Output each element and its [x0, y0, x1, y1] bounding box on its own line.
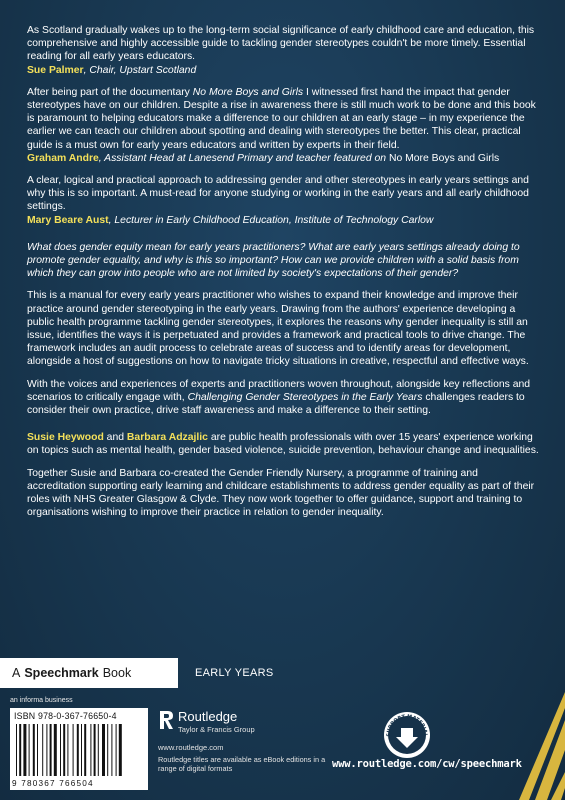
barcode-bars — [14, 724, 144, 776]
description-part: With the voices and experiences of experts and practitioners woven throughout, alongside key reflections and scenarios to critically engage with, — [27, 378, 531, 403]
badge-text: SUPPORT MATERIAL — [385, 713, 429, 737]
back-cover-text — [27, 24, 539, 529]
informa-tagline: an informa business — [10, 697, 73, 704]
review-2 — [27, 86, 539, 165]
documentary-title: No More Boys and Girls — [192, 86, 304, 98]
author-name-1: Susie Heywood — [27, 432, 104, 444]
review-role: , Assistant Head at Lanesend Primary and teacher featured on — [98, 152, 389, 164]
review-role: , Chair, Upstart Scotland — [83, 64, 197, 76]
isbn-text: ISBN 978-0-367-76650-4 — [14, 711, 117, 721]
barcode-digits: 9 780367 766504 — [12, 779, 94, 788]
authors-bio-text: are public health professionals with over 15 years' experience working on topics such as mental health, gender based violence, suicide prevention, behaviour change and inequalities. — [27, 432, 539, 457]
review-role-title: No More Boys and Girls — [388, 152, 500, 164]
authors-and: and — [103, 432, 127, 444]
review-quote: A clear, logical and practical approach to addressing gender and other stereotypes in early years settings and why this is so important. A must-read for anyone studying or working in the early years and all early childhood settings. — [27, 175, 529, 213]
review-author: Sue Palmer — [27, 64, 84, 76]
description-paragraph-1: This is a manual for every early years practitioner who wishes to expand their knowledge and improve their practice around gender stereotyping in the early years. Drawing from the authors' experience developing a public health programme tackling gender stereotypes, it explores the reasons why gender inequality is still an issue, identifies the ways it is perpetuated and provides a framework and practical tools to drive change. The framework includes an audit process to celebrate areas of success and to identify areas for development, alongside a host of suggestions on how to navigate tricky situations in creative, respectful and effective ways. — [27, 290, 529, 368]
companion-website-link[interactable]: www.routledge.com/cw/speechmark — [332, 758, 522, 770]
series-label: EARLY YEARS — [195, 667, 274, 679]
publisher-name: Routledge — [178, 709, 238, 724]
review-quote-part: After being part of the documentary — [27, 86, 193, 98]
ebook-note: Routledge titles are available as eBook editions in a range of digital formats — [158, 755, 326, 773]
review-author: Graham Andre — [27, 152, 99, 164]
routledge-logo-icon — [158, 710, 174, 730]
isbn-barcode — [10, 708, 148, 790]
brand-a: A — [12, 666, 21, 680]
review-1 — [27, 24, 539, 77]
review-author: Mary Beare Aust — [27, 214, 109, 226]
description-part: challenges readers to consider their own practice, drive staff awareness and make a difference to their setting. — [27, 391, 525, 417]
publisher-group: Taylor & Francis Group — [178, 725, 255, 734]
review-role: , Lecturer in Early Childhood Education, Institute of Technology Carlow — [108, 214, 434, 226]
support-material-badge-icon — [382, 710, 432, 760]
review-3 — [27, 174, 539, 227]
intro-questions: What does gender equity mean for early years practitioners? What are early years settings already doing to promote gender equality, and why is this so important? How can we provide children with a solid basis from which they can grow into people who are not limited by society's expectations of their gender? — [27, 241, 520, 280]
review-quote: As Scotland gradually wakes up to the long-term social significance of early childhood care and education, this comprehensive and highly accessible guide to tackling gender stereotypes couldn't be more timely. Essential reading for all early years educators. — [27, 25, 535, 63]
speechmark-brand — [0, 658, 178, 688]
book-title: Challenging Gender Stereotypes in the Early Years — [187, 391, 423, 403]
publisher-website: www.routledge.com — [158, 743, 224, 752]
authors-bio-2: Together Susie and Barbara co-created the Gender Friendly Nursery, a programme of training and accreditation supporting early learning and childcare establishments to address gender equality as part of their roles with NHS Greater Glasgow & Clyde. They now work together to offer guidance, support and training to organisations wishing to improve their practice in relation to gender inequality. — [27, 467, 535, 519]
author-name-2: Barbara Adzajlic — [126, 432, 208, 444]
brand-book: Book — [102, 666, 132, 680]
authors-bio — [27, 431, 539, 457]
description-paragraph-2 — [27, 378, 539, 418]
brand-speechmark: Speechmark — [24, 666, 99, 680]
decorative-stripes — [517, 690, 565, 800]
review-quote-part: I witnessed first hand the impact that gender stereotypes have on our children. Despite a rise in awareness there is still much work to be done and this book is paramount to helping educators make a difference to our children at an early stage – in my experience the earlier we can teach our children about spotting and dealing with stereotypes the better. This clear, practical guide is a must own for early years educators and written by experts in their field. — [27, 86, 536, 151]
